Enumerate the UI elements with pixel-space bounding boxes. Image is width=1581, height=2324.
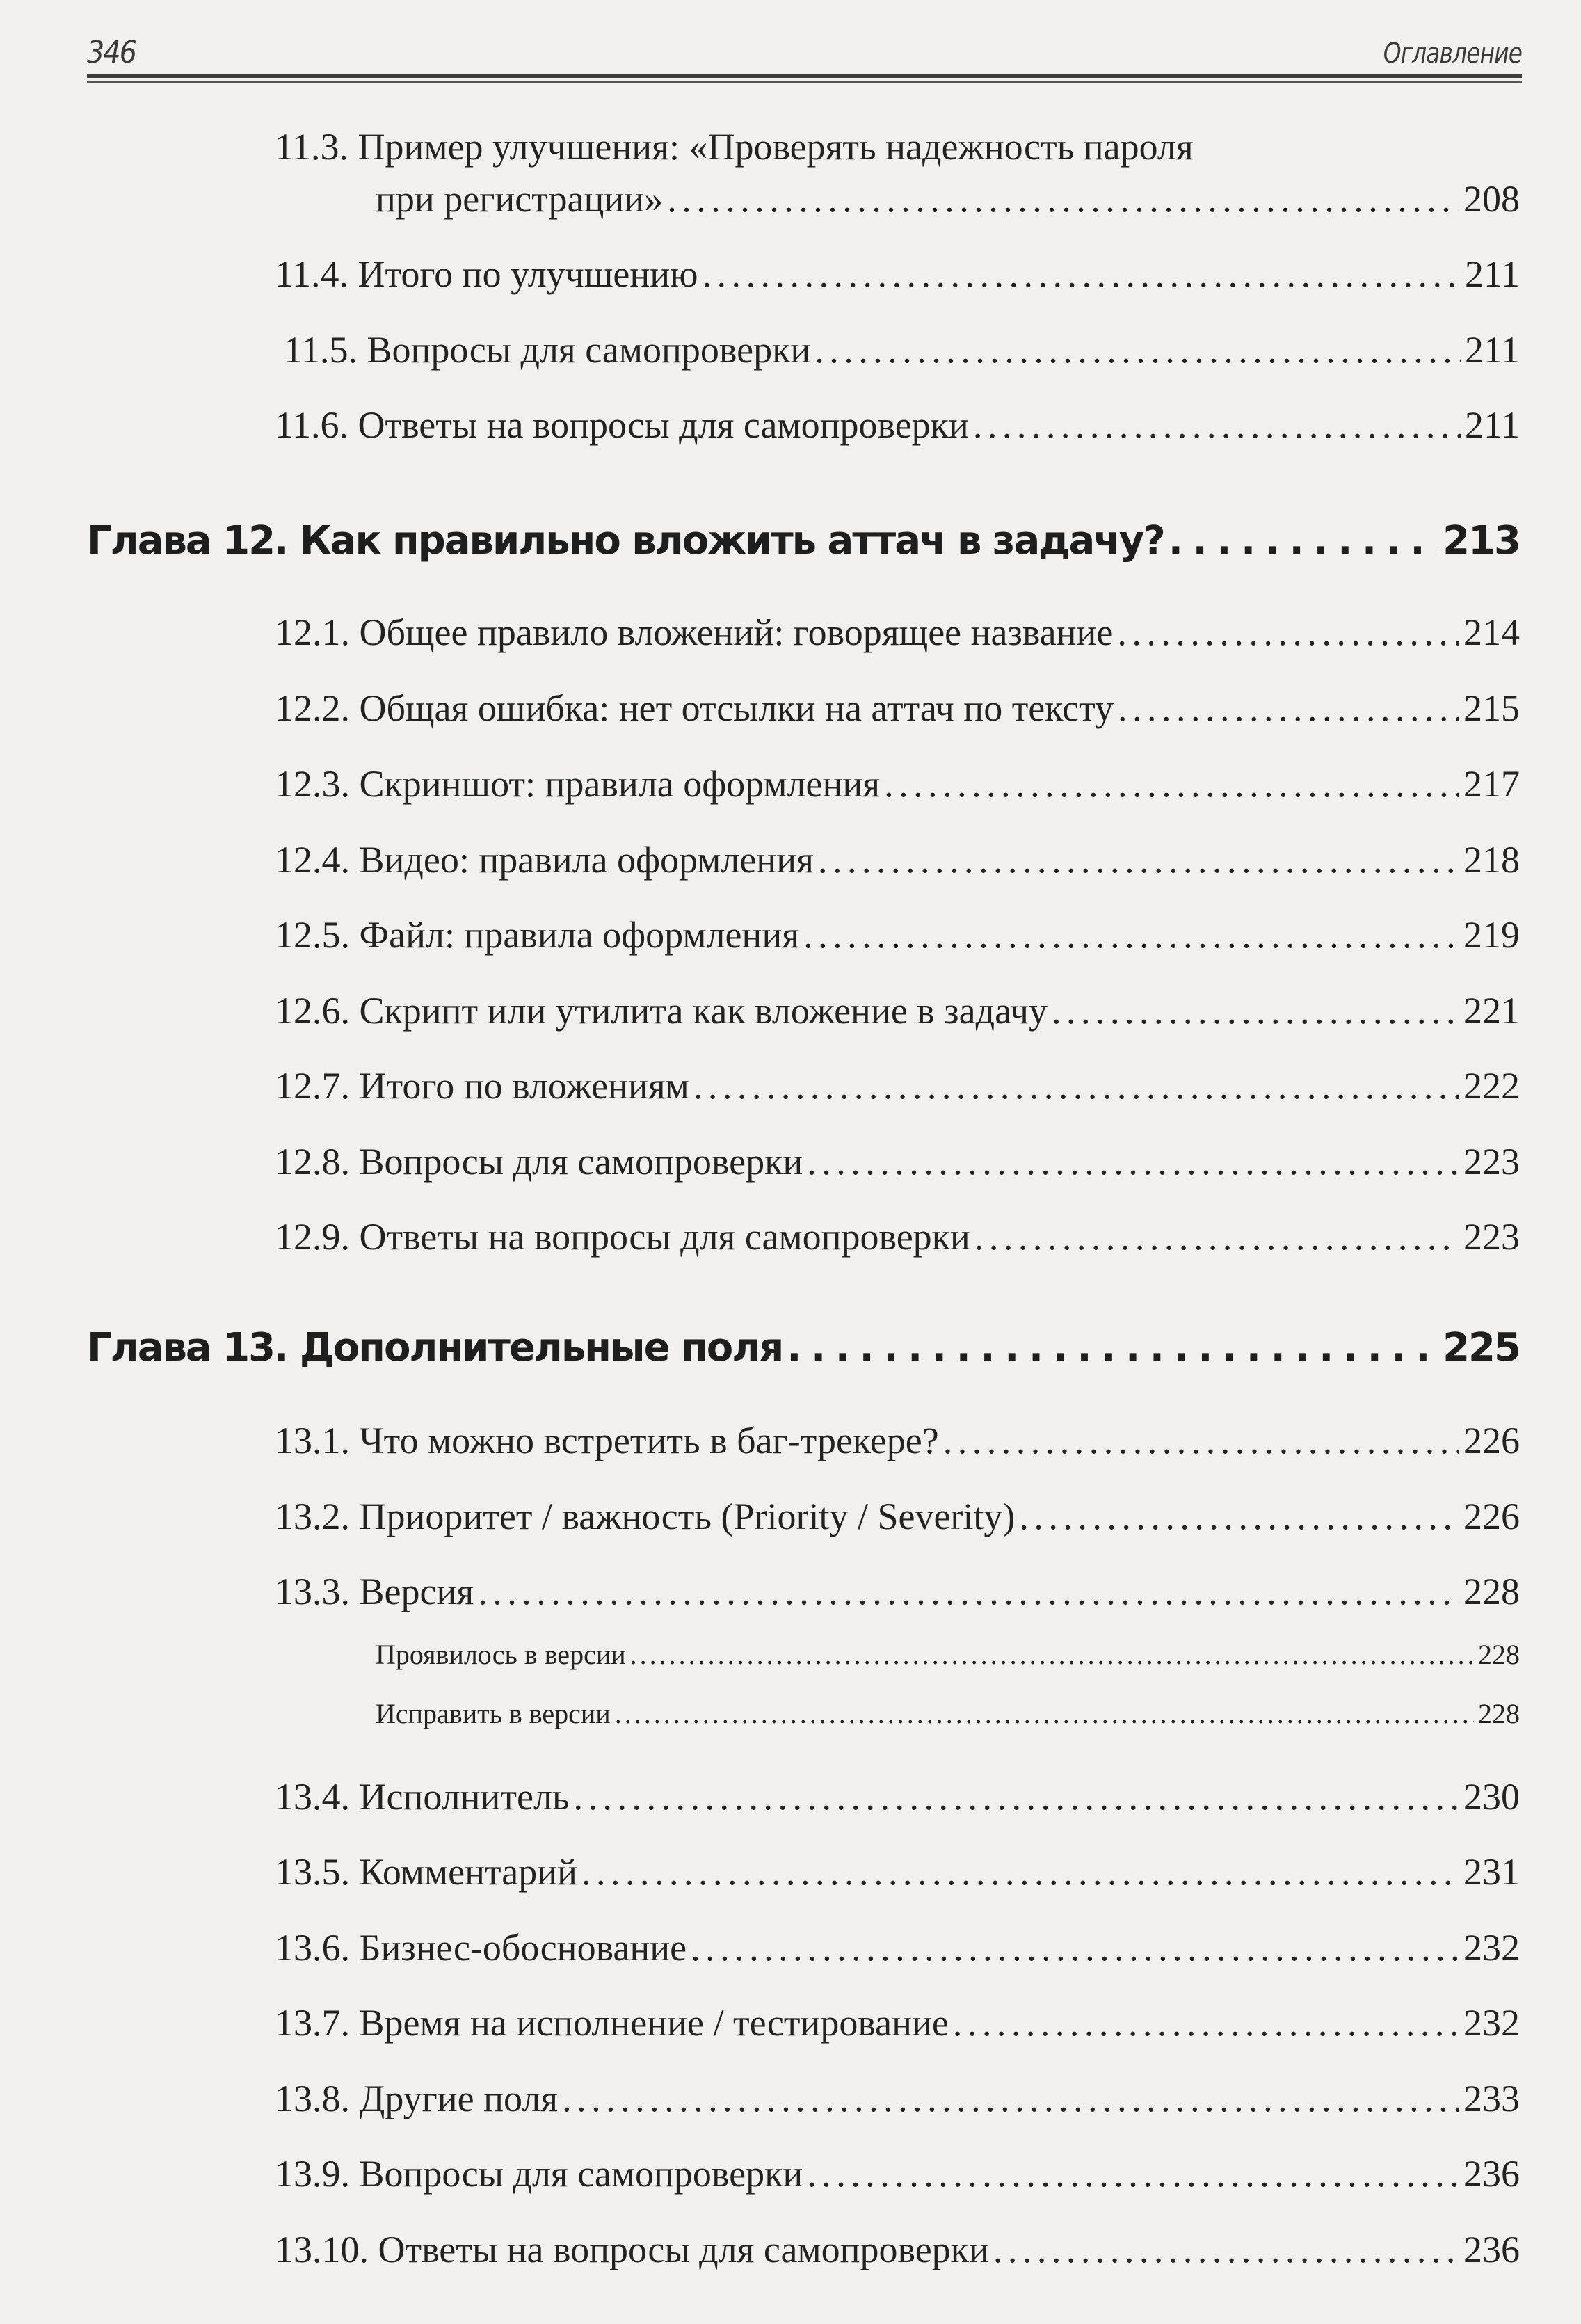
toc-entry-13-3[interactable]: [275, 1570, 1520, 1619]
toc-entry-label: 13.8. Другие поля: [275, 2078, 559, 2119]
toc-entry-page: 236: [1463, 2229, 1520, 2270]
toc-chapter-label: Глава 12. Как правильно вложить аттач в задачу?: [87, 518, 1164, 563]
toc-subentry-page: 228: [1478, 1698, 1520, 1729]
toc-entry-12-4[interactable]: [275, 838, 1520, 887]
toc-entry-13-8[interactable]: [275, 2077, 1520, 2126]
dot-leader: [691, 1926, 1459, 1969]
toc-chapter-label: Глава 13. Дополнительные поля: [87, 1325, 783, 1370]
toc-entry-11-3-line1[interactable]: 11.3. Пример улучшения: «Проверять надежность пароля: [275, 126, 1194, 168]
toc-entry-label: 11.5. Вопросы для самопроверки: [284, 329, 811, 371]
toc-entry-11-6[interactable]: [275, 403, 1520, 452]
toc-entry-11-5[interactable]: [284, 328, 1520, 377]
dot-leader: [581, 1850, 1459, 1893]
dot-leader: [562, 2077, 1459, 2120]
toc-entry-label: 13.4. Исполнитель: [275, 1776, 570, 1818]
dot-leader: [803, 913, 1459, 956]
page-header: [87, 35, 1522, 68]
toc-chapter-13[interactable]: [87, 1325, 1520, 1375]
toc-entry-page: 230: [1463, 1776, 1520, 1818]
dot-leader: [574, 1775, 1459, 1818]
header-rule-thin: [87, 81, 1522, 83]
toc-entry-label: 11.4. Итого по улучшению: [275, 253, 698, 295]
toc-entry-page: 211: [1465, 253, 1520, 295]
toc-entry-13-5[interactable]: [275, 1850, 1520, 1899]
dot-leader: [615, 1697, 1474, 1730]
toc-subentry-label: Исправить в версии: [376, 1698, 611, 1729]
toc-entry-12-8[interactable]: [275, 1140, 1520, 1189]
dot-leader: [1052, 989, 1459, 1032]
toc-entry-page: 217: [1463, 763, 1520, 805]
toc-entry-12-7[interactable]: [275, 1064, 1520, 1113]
toc-entry-12-3[interactable]: [275, 762, 1520, 811]
toc-entry-page: 226: [1463, 1420, 1520, 1461]
toc-entry-13-10[interactable]: [275, 2228, 1520, 2277]
toc-entry-page: 214: [1463, 611, 1520, 653]
toc-entry-label: 12.7. Итого по вложениям: [275, 1065, 689, 1107]
toc-entry-13-7[interactable]: [275, 2001, 1520, 2050]
toc-entry-label: 13.5. Комментарий: [275, 1851, 578, 1893]
running-title: Оглавление: [1383, 38, 1522, 70]
toc-entry-13-1[interactable]: [275, 1419, 1520, 1468]
toc-entry-12-6[interactable]: [275, 989, 1520, 1038]
dot-leader: [973, 403, 1461, 447]
toc-subentry-label: Проявилось в версии: [376, 1639, 626, 1670]
toc-entry-13-2[interactable]: [275, 1495, 1520, 1544]
dot-leader: [630, 1638, 1474, 1671]
dot-leader: [993, 2228, 1459, 2271]
dot-leader: [884, 762, 1459, 806]
toc-entry-label: 11.6. Ответы на вопросы для самопроверки: [275, 404, 969, 446]
dot-leader: [1118, 687, 1459, 730]
toc-entry-page: 232: [1463, 2002, 1520, 2044]
toc-entry-label: 13.7. Время на исполнение / тестирование: [275, 2002, 949, 2044]
toc-entry-page: 228: [1463, 1571, 1520, 1612]
toc-entry-12-9[interactable]: [275, 1215, 1520, 1264]
dot-leader: [807, 2152, 1459, 2195]
toc-entry-13-6[interactable]: [275, 1926, 1520, 1975]
toc-subentry-fix-in-version[interactable]: [376, 1697, 1520, 1732]
toc-entry-label: 13.6. Бизнес-обоснование: [275, 1927, 687, 1969]
toc-chapter-page: 213: [1443, 518, 1520, 563]
toc-entry-label: 12.5. Файл: правила оформления: [275, 914, 800, 956]
toc-entry-label: 13.3. Версия: [275, 1571, 474, 1612]
toc-entry-page: 223: [1463, 1141, 1520, 1183]
toc-entry-page: 232: [1463, 1927, 1520, 1969]
toc-subentry-found-in-version[interactable]: [376, 1638, 1520, 1673]
dot-leader: [1117, 611, 1459, 654]
toc-entry-11-4[interactable]: [275, 253, 1520, 301]
dot-leader: [478, 1570, 1459, 1613]
toc-entry-label: 12.2. Общая ошибка: нет отсылки на аттач по тексту: [275, 687, 1114, 729]
toc-entry-13-4[interactable]: [275, 1775, 1520, 1824]
toc-entry-label: 12.3. Скриншот: правила оформления: [275, 763, 881, 805]
toc-entry-page: 223: [1463, 1216, 1520, 1258]
toc-subentry-page: 228: [1478, 1639, 1520, 1670]
toc-entry-page: 226: [1463, 1496, 1520, 1537]
dot-leader: [953, 2001, 1459, 2044]
dot-leader: [787, 1325, 1438, 1370]
toc-entry-label: 13.9. Вопросы для самопроверки: [275, 2153, 803, 2195]
toc-entry-label: 12.4. Видео: правила оформления: [275, 839, 814, 881]
toc-entry-label: 12.6. Скрипт или утилита как вложение в задачу: [275, 990, 1048, 1032]
toc-entry-page: 233: [1463, 2078, 1520, 2119]
toc-entry-page: 219: [1463, 914, 1520, 956]
toc-entry-12-2[interactable]: [275, 687, 1520, 735]
toc-entry-12-1[interactable]: [275, 611, 1520, 659]
toc-entry-page: 218: [1463, 839, 1520, 881]
toc-entry-page: 211: [1465, 404, 1520, 446]
dot-leader: [1169, 518, 1438, 563]
toc-chapter-12[interactable]: [87, 518, 1520, 568]
dot-leader: [693, 1064, 1459, 1107]
toc-entry-11-3[interactable]: [376, 177, 1520, 226]
dot-leader: [814, 328, 1461, 371]
toc-entry-label: 12.9. Ответы на вопросы для самопроверки: [275, 1216, 970, 1258]
toc-entry-13-9[interactable]: [275, 2152, 1520, 2201]
toc-entry-label: при регистрации»: [376, 178, 664, 220]
toc-entry-page: 236: [1463, 2153, 1520, 2195]
dot-leader: [943, 1419, 1459, 1462]
toc-entry-page: 211: [1465, 329, 1520, 371]
toc-chapter-page: 225: [1443, 1325, 1520, 1370]
toc-entry-page: 221: [1463, 990, 1520, 1032]
dot-leader: [1019, 1495, 1459, 1538]
toc-entry-label: 12.1. Общее правило вложений: говорящее название: [275, 611, 1114, 653]
toc-entry-label: 13.10. Ответы на вопросы для самопроверки: [275, 2229, 989, 2270]
toc-entry-page: 222: [1463, 1065, 1520, 1107]
dot-leader: [974, 1215, 1459, 1258]
toc-entry-12-5[interactable]: [275, 913, 1520, 962]
dot-leader: [818, 838, 1459, 881]
toc-entry-page: 208: [1463, 178, 1520, 220]
toc-entry-page: 215: [1463, 687, 1520, 729]
dot-leader: [703, 253, 1461, 296]
toc-entry-label: 13.2. Приоритет / важность (Priority / Severity): [275, 1496, 1016, 1537]
dot-leader: [807, 1140, 1459, 1183]
toc-entry-label: 13.1. Что можно встретить в баг-трекере?: [275, 1420, 939, 1461]
toc-entry-page: 231: [1463, 1851, 1520, 1893]
page-number: 346: [87, 35, 136, 70]
dot-leader: [667, 177, 1459, 221]
toc-entry-label: 12.8. Вопросы для самопроверки: [275, 1141, 803, 1183]
header-double-rule: [87, 74, 1522, 83]
header-rule-thick: [87, 74, 1522, 78]
